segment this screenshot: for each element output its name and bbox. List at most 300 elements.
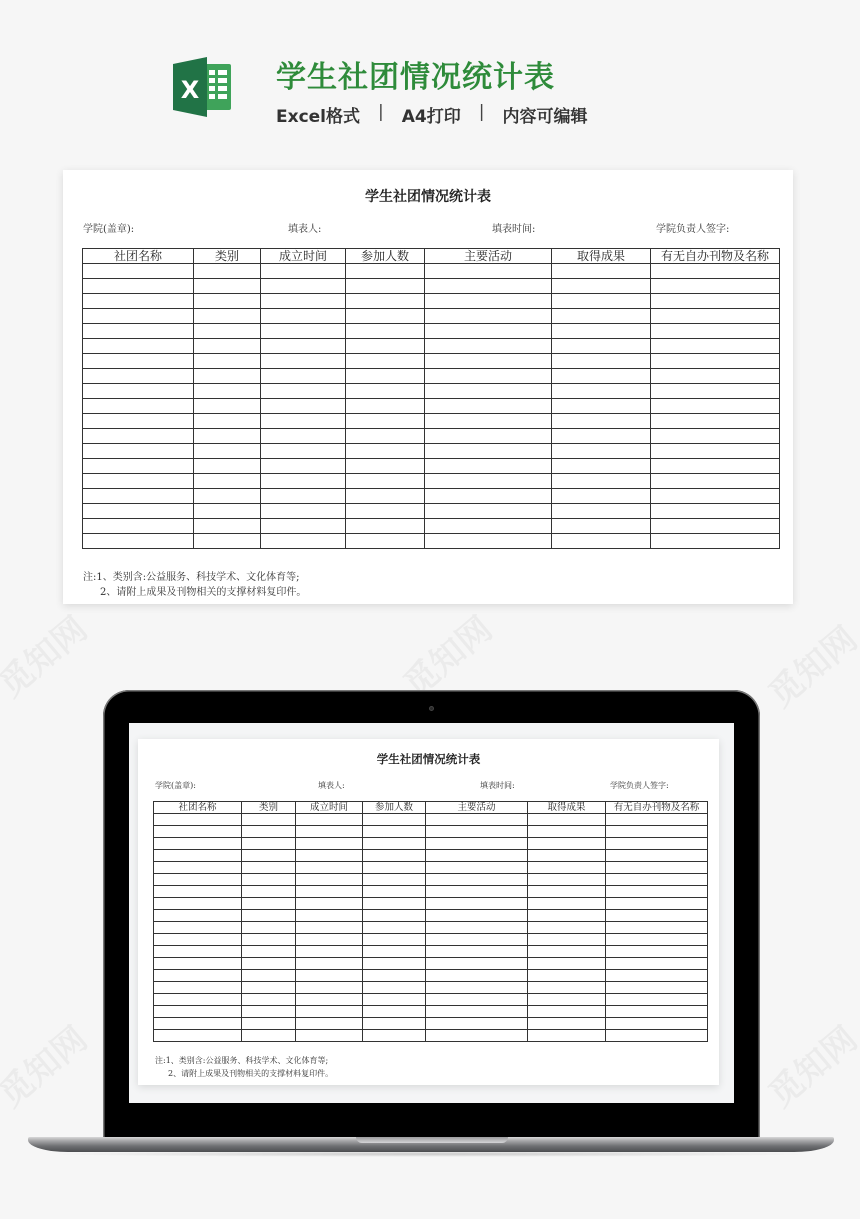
table-cell bbox=[296, 910, 363, 922]
table-cell bbox=[154, 1006, 242, 1018]
table-cell bbox=[425, 519, 552, 534]
dean-signature-label: 学院负责人签字: bbox=[656, 224, 730, 235]
table-cell bbox=[606, 862, 708, 874]
table-cell bbox=[426, 922, 528, 934]
table-cell bbox=[528, 838, 606, 850]
table-cell bbox=[425, 534, 552, 549]
table-cell bbox=[346, 339, 425, 354]
table-cell bbox=[606, 898, 708, 910]
table-cell bbox=[346, 399, 425, 414]
table-cell bbox=[194, 399, 261, 414]
table-cell bbox=[606, 922, 708, 934]
table-cell bbox=[552, 429, 651, 444]
table-cell bbox=[296, 886, 363, 898]
table-cell bbox=[651, 444, 780, 459]
laptop-shadow bbox=[40, 1151, 820, 1157]
table-cell bbox=[194, 429, 261, 444]
table-cell bbox=[154, 814, 242, 826]
table-cell bbox=[425, 264, 552, 279]
table-cell bbox=[425, 324, 552, 339]
table-cell bbox=[154, 922, 242, 934]
table-cell bbox=[363, 862, 426, 874]
table-cell bbox=[346, 309, 425, 324]
table-cell bbox=[154, 898, 242, 910]
table-cell bbox=[425, 474, 552, 489]
table-cell bbox=[528, 958, 606, 970]
table-cell bbox=[426, 814, 528, 826]
table-cell bbox=[426, 1018, 528, 1030]
table-cell bbox=[363, 850, 426, 862]
table-cell bbox=[83, 444, 194, 459]
table-cell bbox=[261, 429, 346, 444]
table-cell bbox=[194, 459, 261, 474]
table-row bbox=[83, 339, 780, 354]
table-cell bbox=[363, 934, 426, 946]
table-cell bbox=[363, 826, 426, 838]
col-achievements: 取得成果 bbox=[528, 802, 606, 814]
table-cell bbox=[552, 519, 651, 534]
table-cell bbox=[425, 294, 552, 309]
table-cell bbox=[83, 309, 194, 324]
table-row bbox=[83, 354, 780, 369]
table-cell bbox=[552, 384, 651, 399]
col-members: 参加人数 bbox=[346, 249, 425, 264]
table-cell bbox=[528, 1018, 606, 1030]
table-cell bbox=[651, 474, 780, 489]
table-cell bbox=[651, 489, 780, 504]
table-cell bbox=[426, 862, 528, 874]
table-cell bbox=[426, 994, 528, 1006]
table-cell bbox=[552, 339, 651, 354]
col-activities: 主要活动 bbox=[426, 802, 528, 814]
table-cell bbox=[242, 970, 296, 982]
table-cell bbox=[83, 519, 194, 534]
table-cell bbox=[426, 958, 528, 970]
table-cell bbox=[242, 826, 296, 838]
table-cell bbox=[194, 444, 261, 459]
table-cell bbox=[426, 850, 528, 862]
table-cell bbox=[83, 294, 194, 309]
college-stamp-label: 学院(盖章): bbox=[155, 781, 196, 790]
table-cell bbox=[528, 910, 606, 922]
table-header-row bbox=[154, 802, 708, 814]
laptop-hinge-notch bbox=[356, 1137, 508, 1143]
table-cell bbox=[261, 309, 346, 324]
table-cell bbox=[194, 414, 261, 429]
table-cell bbox=[425, 444, 552, 459]
table-cell bbox=[606, 982, 708, 994]
table-cell bbox=[363, 1030, 426, 1042]
table-cell bbox=[296, 958, 363, 970]
excel-icon bbox=[171, 56, 233, 118]
table-cell bbox=[346, 294, 425, 309]
table-cell bbox=[346, 519, 425, 534]
table-row bbox=[83, 264, 780, 279]
table-cell bbox=[296, 862, 363, 874]
table-cell bbox=[346, 534, 425, 549]
col-achievements: 取得成果 bbox=[552, 249, 651, 264]
table-cell bbox=[363, 958, 426, 970]
table-row bbox=[83, 414, 780, 429]
table-cell bbox=[154, 982, 242, 994]
table-row bbox=[83, 369, 780, 384]
table-cell bbox=[261, 489, 346, 504]
table-cell bbox=[154, 886, 242, 898]
table-cell bbox=[363, 898, 426, 910]
table-body bbox=[154, 814, 708, 1042]
fill-date-label: 填表时间: bbox=[492, 224, 536, 235]
watermark bbox=[756, 613, 860, 716]
table-cell bbox=[346, 279, 425, 294]
table-cell bbox=[296, 838, 363, 850]
document-preview bbox=[63, 170, 793, 604]
col-club-name: 社团名称 bbox=[154, 802, 242, 814]
table-cell bbox=[425, 279, 552, 294]
table-cell bbox=[606, 1006, 708, 1018]
table-row bbox=[83, 504, 780, 519]
table-cell bbox=[194, 519, 261, 534]
table-row bbox=[154, 970, 708, 982]
table-cell bbox=[83, 504, 194, 519]
watermark bbox=[0, 1013, 96, 1116]
fill-date-label: 填表时间: bbox=[480, 781, 515, 790]
col-publication: 有无自办刊物及名称 bbox=[606, 802, 708, 814]
college-stamp-label: 学院(盖章): bbox=[83, 224, 135, 235]
feature-editable: 内容可编辑 bbox=[502, 107, 588, 127]
table-row bbox=[83, 519, 780, 534]
table-cell bbox=[528, 922, 606, 934]
table-cell bbox=[154, 994, 242, 1006]
table-cell bbox=[296, 874, 363, 886]
table-cell bbox=[552, 399, 651, 414]
table-row bbox=[83, 384, 780, 399]
table-cell bbox=[426, 934, 528, 946]
table-cell bbox=[552, 504, 651, 519]
watermark bbox=[756, 1013, 860, 1116]
table-row bbox=[154, 898, 708, 910]
table-row bbox=[154, 958, 708, 970]
table-cell bbox=[261, 459, 346, 474]
table-cell bbox=[261, 534, 346, 549]
table-cell bbox=[242, 838, 296, 850]
table-row bbox=[83, 429, 780, 444]
separator: | bbox=[478, 102, 485, 122]
table-cell bbox=[346, 354, 425, 369]
table-cell bbox=[651, 354, 780, 369]
table-cell bbox=[296, 1018, 363, 1030]
table-cell bbox=[194, 339, 261, 354]
table-cell bbox=[242, 934, 296, 946]
table-cell bbox=[528, 898, 606, 910]
table-cell bbox=[154, 862, 242, 874]
table-row bbox=[154, 934, 708, 946]
col-members: 参加人数 bbox=[363, 802, 426, 814]
table-cell bbox=[651, 279, 780, 294]
table-cell bbox=[651, 429, 780, 444]
watermark bbox=[0, 603, 96, 706]
table-cell bbox=[363, 922, 426, 934]
club-table bbox=[82, 248, 780, 549]
table-cell bbox=[194, 264, 261, 279]
table-cell bbox=[606, 850, 708, 862]
table-row bbox=[83, 459, 780, 474]
table-cell bbox=[528, 994, 606, 1006]
table-cell bbox=[261, 384, 346, 399]
table-cell bbox=[261, 279, 346, 294]
table-row bbox=[154, 1030, 708, 1042]
table-cell bbox=[651, 264, 780, 279]
table-cell bbox=[83, 429, 194, 444]
table-cell bbox=[242, 850, 296, 862]
table-cell bbox=[346, 459, 425, 474]
table-cell bbox=[552, 444, 651, 459]
table-cell bbox=[528, 850, 606, 862]
table-cell bbox=[606, 970, 708, 982]
table-cell bbox=[425, 489, 552, 504]
table-cell bbox=[651, 399, 780, 414]
document-title: 学生社团情况统计表 bbox=[376, 752, 481, 766]
table-cell bbox=[651, 294, 780, 309]
table-cell bbox=[363, 886, 426, 898]
dean-signature-label: 学院负责人签字: bbox=[610, 781, 669, 790]
filled-by-label: 填表人: bbox=[318, 781, 345, 790]
table-cell bbox=[528, 862, 606, 874]
table-row bbox=[83, 399, 780, 414]
table-cell bbox=[242, 898, 296, 910]
table-cell bbox=[552, 354, 651, 369]
separator: | bbox=[378, 102, 384, 122]
table-cell bbox=[606, 994, 708, 1006]
table-row bbox=[154, 838, 708, 850]
table-cell bbox=[296, 970, 363, 982]
table-cell bbox=[552, 264, 651, 279]
table-row bbox=[154, 922, 708, 934]
club-table bbox=[153, 801, 708, 1042]
svg-text:X: X bbox=[180, 76, 200, 104]
table-cell bbox=[194, 279, 261, 294]
table-cell bbox=[261, 369, 346, 384]
table-cell bbox=[154, 970, 242, 982]
table-cell bbox=[261, 264, 346, 279]
table-cell bbox=[426, 886, 528, 898]
table-cell bbox=[651, 339, 780, 354]
note-line-1: 注:1、类别含:公益服务、科技学术、文化体育等; bbox=[83, 572, 300, 583]
table-cell bbox=[651, 324, 780, 339]
table-cell bbox=[154, 910, 242, 922]
document-title: 学生社团情况统计表 bbox=[365, 189, 491, 205]
table-row bbox=[154, 874, 708, 886]
table-body bbox=[83, 264, 780, 549]
table-cell bbox=[425, 339, 552, 354]
table-cell bbox=[154, 838, 242, 850]
table-cell bbox=[425, 399, 552, 414]
table-cell bbox=[425, 354, 552, 369]
table-row bbox=[83, 489, 780, 504]
table-cell bbox=[606, 1030, 708, 1042]
table-cell bbox=[154, 1030, 242, 1042]
table-cell bbox=[552, 489, 651, 504]
table-cell bbox=[194, 504, 261, 519]
table-cell bbox=[154, 826, 242, 838]
table-cell bbox=[296, 814, 363, 826]
table-cell bbox=[528, 1030, 606, 1042]
table-cell bbox=[346, 504, 425, 519]
table-cell bbox=[426, 910, 528, 922]
table-cell bbox=[528, 982, 606, 994]
table-cell bbox=[296, 922, 363, 934]
table-cell bbox=[552, 474, 651, 489]
table-cell bbox=[296, 994, 363, 1006]
note-line-1: 注:1、类别含:公益服务、科技学术、文化体育等; bbox=[155, 1056, 329, 1065]
table-row bbox=[83, 474, 780, 489]
table-cell bbox=[346, 264, 425, 279]
table-cell bbox=[194, 294, 261, 309]
col-club-name: 社团名称 bbox=[83, 249, 194, 264]
table-cell bbox=[425, 414, 552, 429]
col-category: 类别 bbox=[242, 802, 296, 814]
table-cell bbox=[296, 898, 363, 910]
table-cell bbox=[651, 414, 780, 429]
table-cell bbox=[528, 814, 606, 826]
laptop-document-preview bbox=[138, 739, 719, 1085]
table-cell bbox=[154, 850, 242, 862]
table-cell bbox=[83, 474, 194, 489]
table-cell bbox=[346, 429, 425, 444]
col-publication: 有无自办刊物及名称 bbox=[651, 249, 780, 264]
table-cell bbox=[261, 519, 346, 534]
table-cell bbox=[296, 982, 363, 994]
table-cell bbox=[194, 309, 261, 324]
table-cell bbox=[606, 958, 708, 970]
table-cell bbox=[261, 354, 346, 369]
table-cell bbox=[425, 384, 552, 399]
table-cell bbox=[426, 898, 528, 910]
table-cell bbox=[606, 934, 708, 946]
table-cell bbox=[242, 1006, 296, 1018]
table-cell bbox=[425, 459, 552, 474]
table-cell bbox=[552, 279, 651, 294]
table-cell bbox=[606, 1018, 708, 1030]
table-cell bbox=[154, 1018, 242, 1030]
table-cell bbox=[363, 814, 426, 826]
table-cell bbox=[528, 946, 606, 958]
table-row bbox=[154, 910, 708, 922]
table-cell bbox=[83, 399, 194, 414]
table-cell bbox=[83, 339, 194, 354]
note-line-2: 2、请附上成果及刊物相关的支撑材料复印件。 bbox=[100, 587, 307, 598]
table-cell bbox=[606, 814, 708, 826]
table-cell bbox=[528, 874, 606, 886]
table-cell bbox=[606, 886, 708, 898]
table-cell bbox=[528, 1006, 606, 1018]
table-cell bbox=[606, 826, 708, 838]
table-row bbox=[83, 309, 780, 324]
table-row bbox=[154, 814, 708, 826]
table-cell bbox=[242, 922, 296, 934]
table-row bbox=[154, 826, 708, 838]
table-row bbox=[83, 534, 780, 549]
table-cell bbox=[651, 519, 780, 534]
table-cell bbox=[346, 414, 425, 429]
table-cell bbox=[363, 946, 426, 958]
table-cell bbox=[154, 874, 242, 886]
table-cell bbox=[194, 324, 261, 339]
table-row bbox=[154, 1018, 708, 1030]
table-cell bbox=[651, 369, 780, 384]
table-cell bbox=[261, 294, 346, 309]
table-cell bbox=[261, 324, 346, 339]
feature-list bbox=[276, 102, 587, 127]
table-cell bbox=[83, 414, 194, 429]
col-category: 类别 bbox=[194, 249, 261, 264]
table-cell bbox=[296, 850, 363, 862]
table-cell bbox=[363, 970, 426, 982]
table-cell bbox=[552, 369, 651, 384]
table-cell bbox=[426, 838, 528, 850]
table-cell bbox=[552, 414, 651, 429]
table-cell bbox=[346, 474, 425, 489]
table-cell bbox=[528, 886, 606, 898]
table-cell bbox=[425, 504, 552, 519]
table-cell bbox=[242, 910, 296, 922]
table-cell bbox=[346, 444, 425, 459]
page-title: 学生社团情况统计表 bbox=[276, 60, 555, 95]
table-cell bbox=[363, 838, 426, 850]
table-cell bbox=[606, 874, 708, 886]
table-row bbox=[154, 946, 708, 958]
table-cell bbox=[194, 534, 261, 549]
table-row bbox=[83, 294, 780, 309]
table-cell bbox=[651, 534, 780, 549]
table-cell bbox=[83, 324, 194, 339]
filled-by-label: 填表人: bbox=[288, 224, 322, 235]
table-cell bbox=[651, 384, 780, 399]
table-cell bbox=[194, 489, 261, 504]
feature-format: Excel格式 bbox=[276, 107, 361, 127]
table-cell bbox=[83, 264, 194, 279]
table-cell bbox=[296, 1006, 363, 1018]
table-cell bbox=[528, 826, 606, 838]
table-cell bbox=[552, 309, 651, 324]
col-founded: 成立时间 bbox=[261, 249, 346, 264]
col-founded: 成立时间 bbox=[296, 802, 363, 814]
table-row bbox=[154, 994, 708, 1006]
camera-icon bbox=[429, 706, 434, 711]
table-cell bbox=[426, 826, 528, 838]
table-cell bbox=[261, 414, 346, 429]
table-cell bbox=[606, 910, 708, 922]
table-cell bbox=[83, 279, 194, 294]
table-cell bbox=[261, 504, 346, 519]
col-activities: 主要活动 bbox=[425, 249, 552, 264]
table-cell bbox=[426, 946, 528, 958]
table-row bbox=[154, 886, 708, 898]
table-cell bbox=[346, 324, 425, 339]
table-cell bbox=[606, 946, 708, 958]
table-cell bbox=[242, 814, 296, 826]
table-row bbox=[154, 982, 708, 994]
table-cell bbox=[296, 826, 363, 838]
table-cell bbox=[83, 369, 194, 384]
table-cell bbox=[83, 384, 194, 399]
table-row bbox=[154, 850, 708, 862]
table-cell bbox=[346, 489, 425, 504]
table-cell bbox=[261, 339, 346, 354]
table-cell bbox=[83, 489, 194, 504]
table-cell bbox=[194, 384, 261, 399]
table-cell bbox=[154, 946, 242, 958]
table-cell bbox=[154, 934, 242, 946]
